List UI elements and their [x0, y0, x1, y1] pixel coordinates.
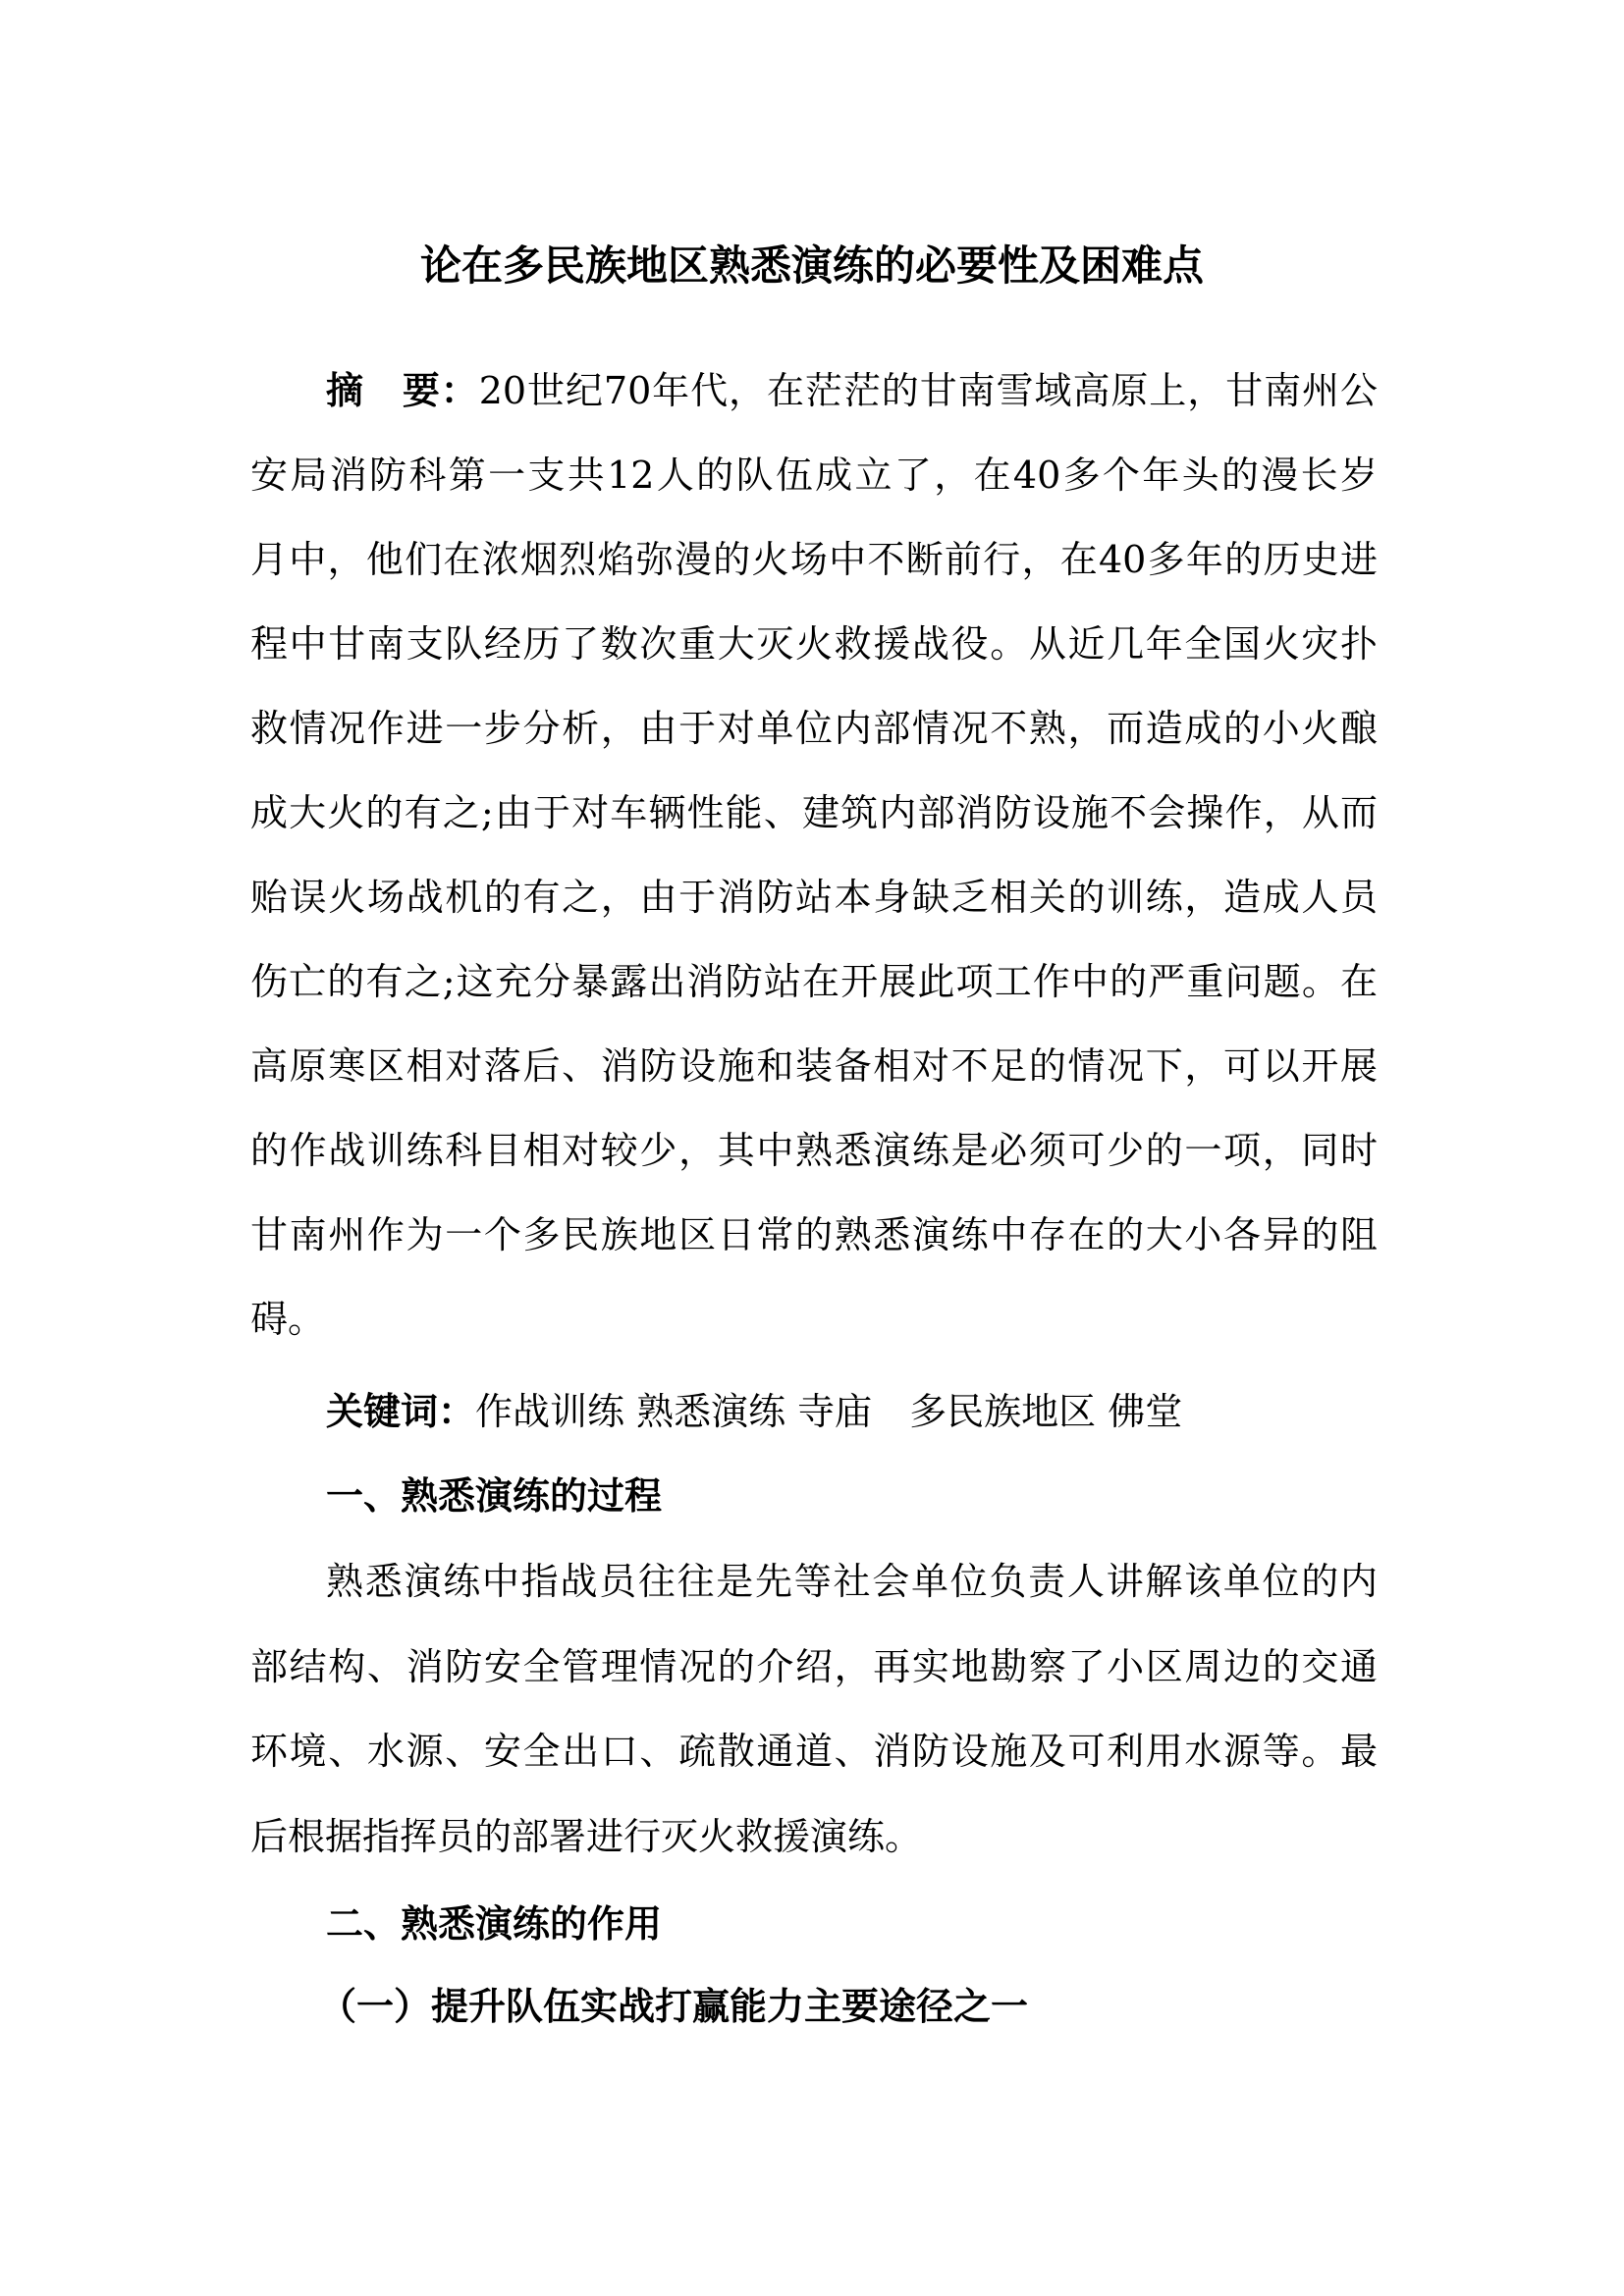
abstract-line: 月中，他们在浓烟烈焰弥漫的火场中不断前行，在40多年的历史进 — [250, 538, 1378, 581]
document-title: 论在多民族地区熟悉演练的必要性及困难点 — [419, 241, 1204, 290]
keywords-label: 关键词： — [326, 1389, 476, 1433]
abstract-line: 程中甘南支队经历了数次重大灭火救援战役。从近几年全国火灾扑 — [250, 622, 1378, 666]
body-line: 熟悉演练中指战员往往是先等社会单位负责人讲解该单位的内 — [326, 1560, 1378, 1603]
body-line: 后根据指挥员的部署进行灭火救援演练。 — [250, 1815, 923, 1858]
abstract-line: 高原寒区相对落后、消防设施和装备相对不足的情况下，可以开展 — [250, 1044, 1378, 1088]
section-heading-2: 二、熟悉演练的作用 — [326, 1901, 663, 1946]
body-line: 环境、水源、安全出口、疏散通道、消防设施及可利用水源等。最 — [250, 1730, 1378, 1773]
subsection-heading: （一）提升队伍实战打赢能力主要途径之一 — [319, 1984, 1029, 2028]
abstract-line: 伤亡的有之;这充分暴露出消防站在开展此项工作中的严重问题。在 — [250, 960, 1378, 1003]
abstract-line: 救情况作进一步分析，由于对单位内部情况不熟，而造成的小火酿 — [250, 707, 1378, 750]
keywords-value: 作战训练 熟悉演练 寺庙 多民族地区 佛堂 — [475, 1390, 1183, 1433]
section-heading-1: 一、熟悉演练的过程 — [326, 1473, 663, 1518]
abstract-line: 成大火的有之;由于对车辆性能、建筑内部消防设施不会操作，从而 — [250, 791, 1378, 834]
abstract-line: 碍。 — [250, 1298, 326, 1341]
abstract-line: 安局消防科第一支共12人的队伍成立了，在40多个年头的漫长岁 — [250, 454, 1378, 497]
body-line: 部结构、消防安全管理情况的介绍，再实地勘察了小区周边的交通 — [250, 1645, 1378, 1688]
abstract-line: 甘南州作为一个多民族地区日常的熟悉演练中存在的大小各异的阻 — [250, 1213, 1378, 1256]
abstract-line: 贻误火场战机的有之，由于消防站本身缺乏相关的训练，造成人员 — [250, 876, 1378, 919]
abstract-line: 的作战训练科目相对较少，其中熟悉演练是必须可少的一项，同时 — [250, 1129, 1378, 1172]
keywords — [326, 1386, 1378, 1437]
abstract-line: 摘 要：20世纪70年代，在茫茫的甘南雪域高原上，甘南州公 — [326, 368, 1378, 412]
abstract-label: 摘 要： — [326, 368, 479, 412]
